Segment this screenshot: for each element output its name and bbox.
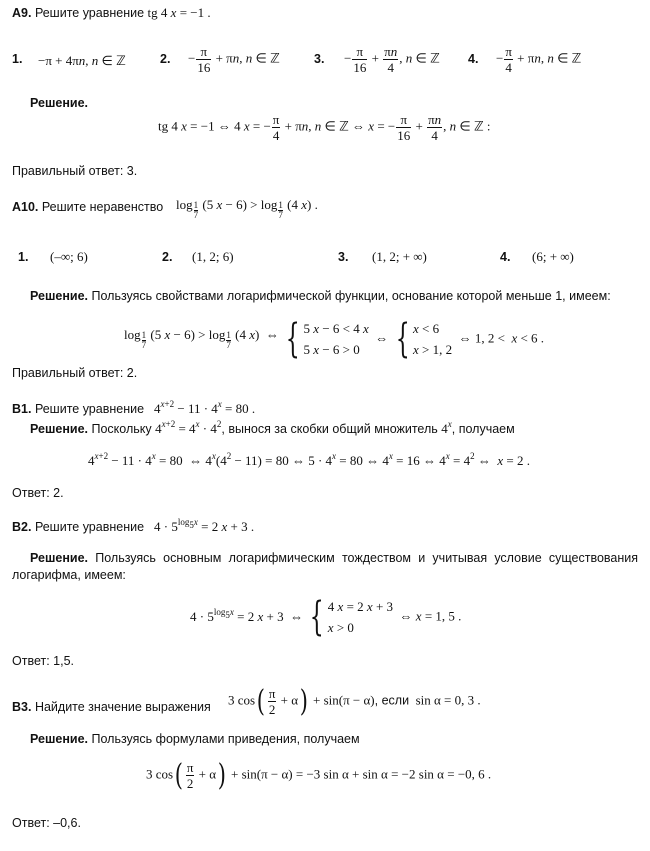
b3-task-line <box>12 700 211 714</box>
b3-number: В3. <box>12 700 32 714</box>
b2-solution-text: Пользуясь основным логарифмическим тождеством и учитывая условие существования логарифма, имеем: <box>12 551 638 582</box>
b3-task-mid: , если <box>374 693 410 708</box>
a10-option-3: (1, 2; + ∞) <box>372 249 427 264</box>
a10-option-label-3: 3. <box>338 250 349 264</box>
b1-answer: Ответ: 2. <box>12 486 64 500</box>
b2-equation: $4 \cdot 5^{log_5x} = 2$ x + 3 . <box>147 517 255 534</box>
a9-task-line <box>12 6 211 21</box>
b3-solution-equation: 3 cos( $\frac{\pi}{2}$ + α) + sin(π − α) = −3 sin α + sin α = −2 sin α = −0, 6 . <box>146 757 492 793</box>
b3-solution-label: Решение. <box>30 732 89 746</box>
a10-option-4: (6; + ∞) <box>532 249 574 264</box>
b2-task-line <box>12 517 255 535</box>
a9-option-1: −π + 4πn, n ∈ ℤ <box>38 53 126 68</box>
a10-task-text: Решите неравенство <box>41 200 164 214</box>
a10-option-label-2: 2. <box>162 250 173 264</box>
b1-equation: $4^{x+2} - 11 \cdot 4^x = 80$ . <box>147 399 256 416</box>
a9-answer: Правильный ответ: 3. <box>12 164 138 178</box>
a10-solution-text: Пользуясь свойствами логарифмической функции, основание которой меньше 1, имеем: <box>91 289 611 303</box>
a10-option-label-4: 4. <box>500 250 511 264</box>
b3-solution-line <box>30 732 360 746</box>
b2-solution-paragraph <box>12 550 638 584</box>
a9-option-2: − $\frac{\pi}{16}$ + πn, n ∈ ℤ <box>188 44 280 75</box>
b1-solution-equation: $4^{x+2} - 11 \cdot 4^x = 80$ ⇔ $4^x(4^2 - 11) = 80$ ⇔ $5 \cdot 4^x = 80$ ⇔ $4^x = 16$ ⇔ $4^x = 4^2$ ⇔ x = 2 . <box>88 451 530 468</box>
b2-solution-label: Решение. <box>30 551 89 565</box>
b3-expression: 3 cos( $\frac{\pi}{2}$ + α) + sin(π − α), если sin α = 0, 3 . <box>228 683 481 719</box>
a9-option-label-3: 3. <box>314 52 325 66</box>
b1-solution-line: Решение. Поскольку $4^{x+2} = 4^x \cdot 4^2$, вынося за скобки общий множитель 4$^x$, получаем <box>30 419 515 436</box>
a10-option-1: (–∞; 6) <box>50 249 88 264</box>
a10-solution-system: log $\frac{1}{7}$ (5 x − 6) > log $\frac{1}{7}$ (4 x) ⇔ { 5 x − 6 < 4 x 5 x − 6 > 0 ⇔ { x < 6 x > 1, 2 ⇔ 1, 2 < x < 6 . <box>124 316 545 362</box>
b1-solution-label: Решение. <box>30 422 89 436</box>
a10-task-line <box>12 200 163 214</box>
a9-option-label-1: 1. <box>12 52 23 66</box>
a9-equation: tg 4 x = −1 . <box>147 5 211 20</box>
a10-option-label-1: 1. <box>18 250 29 264</box>
a10-solution-paragraph <box>12 288 638 305</box>
b1-number: В1. <box>12 402 32 416</box>
b3-task-text: Найдите значение выражения <box>34 700 211 714</box>
a9-number: А9. <box>12 6 32 20</box>
a9-solution-label: Решение. <box>30 96 89 110</box>
a10-inequality: log $\frac{1}{7}$ (5 x − 6) > log $\frac{1}{7}$ (4 x) . <box>176 197 318 220</box>
b3-answer: Ответ: –0,6. <box>12 816 81 830</box>
b1-task-text: Решите уравнение <box>34 402 145 416</box>
b1-task-line <box>12 399 256 417</box>
a10-answer: Правильный ответ: 2. <box>12 366 138 380</box>
a10-solution-label: Решение. <box>30 289 89 303</box>
a9-option-label-2: 2. <box>160 52 171 66</box>
b2-task-text: Решите уравнение <box>34 520 145 534</box>
b1-solution-text-1: Поскольку <box>91 422 152 436</box>
b2-solution-system: $4 \cdot 5^{log_5x} = 2$ x + 3 ⇔ { 4 x = 2 x + 3 x > 0 ⇔ x = 1, 5 . <box>190 594 462 640</box>
b1-solution-text-2: , вынося за скобки общий множитель <box>221 422 438 436</box>
b2-answer: Ответ: 1,5. <box>12 654 75 668</box>
a9-option-3: − $\frac{\pi}{16}$ + $\frac{\pi n}{4}$ , n ∈ ℤ <box>344 44 440 75</box>
a9-option-label-4: 4. <box>468 52 479 66</box>
a10-number: А10. <box>12 200 39 214</box>
a9-options <box>12 52 22 67</box>
a9-task-text: Решите уравнение <box>34 6 145 20</box>
a9-option-4: − $\frac{\pi}{4}$ + πn, n ∈ ℤ <box>496 44 582 75</box>
b3-solution-text: Пользуясь формулами приведения, получаем <box>91 732 360 746</box>
b1-solution-text-3: , получаем <box>451 422 515 436</box>
a9-solution-equation: tg 4 x = −1 ⇔ 4 x = − $\frac{\pi}{4}$ + πn, n ∈ ℤ ⇔ x = − $\frac{\pi}{16}$ + $\frac{\pi n}{4}$ , n ∈ ℤ : <box>158 112 491 143</box>
a10-option-2: (1, 2; 6) <box>192 249 234 264</box>
b2-number: В2. <box>12 520 32 534</box>
